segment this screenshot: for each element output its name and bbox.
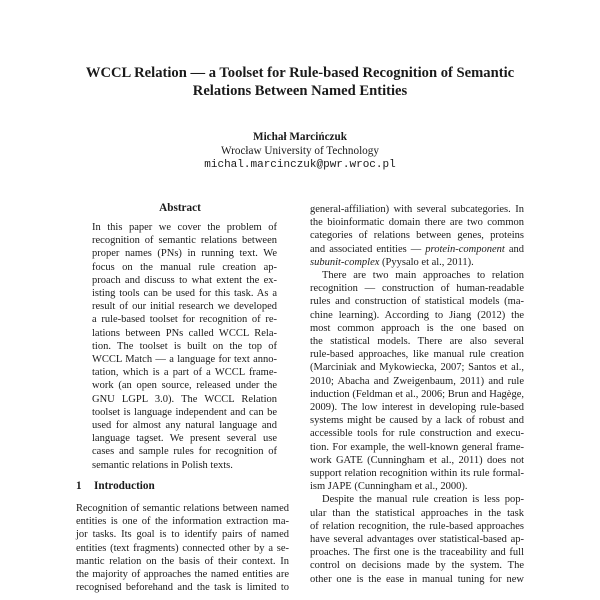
author-name: Michał Marcińczuk <box>253 131 347 143</box>
body-line: rules and construction of statistical models (ma- <box>310 296 524 308</box>
body-line: (Marciniak and Mykowiecka, 2007; Santos et al., <box>310 362 524 374</box>
abstract-heading: Abstract <box>159 202 201 214</box>
introduction-body <box>76 502 289 594</box>
right-column-body <box>310 203 524 586</box>
abstract-line: focus on the manual rule creation ap- <box>92 261 277 273</box>
intro-line: Recognition of semantic relations between named <box>76 503 289 514</box>
intro-line: recognised beforehand and the task is limited to <box>76 582 289 594</box>
author-email: michal.marcinczuk@pwr.wroc.pl <box>204 159 396 171</box>
body-line <box>310 256 524 269</box>
intro-line: entities is one of the information extraction ma- <box>76 516 289 528</box>
body-line: have several advantages over statistical-based ap- <box>310 534 524 546</box>
paper-title <box>40 64 560 100</box>
body-line <box>310 243 524 256</box>
abstract-line: cases and sample rules for recognition of <box>92 446 277 458</box>
abstract-line: used for almost any natural language and <box>92 420 277 432</box>
abstract-line: tation, which is a part of a WCCL frame- <box>92 367 277 379</box>
abstract-line: toolset is language independent and can be <box>92 406 277 418</box>
section-title: Introduction <box>94 480 155 492</box>
body-line: other one is the ease in manual tuning for new <box>310 573 524 585</box>
body-line: categories of relations between genes, proteins <box>310 230 524 242</box>
author-block <box>100 131 500 172</box>
intro-line: the majority of approaches the named entities are <box>76 569 289 581</box>
abstract-line: language tagset. We present several use <box>92 433 277 445</box>
text-span: and associated entities — <box>310 243 426 255</box>
body-line: There are two main approaches to relation <box>322 270 524 282</box>
paper-title-line-2: Relations Between Named Entities <box>192 83 408 99</box>
body-line: of relation recognition, the rule-based approaches <box>310 520 524 532</box>
body-line: accessible tools for rule construction and execu- <box>310 428 524 440</box>
emphasis-term: protein-component <box>425 243 505 255</box>
body-line: the bioinformatic domain there are two common <box>310 217 524 229</box>
abstract-line: work (an open source, released under the <box>92 380 277 392</box>
body-line: control on decisions made by the system. The <box>310 560 524 572</box>
intro-line: mantic relation on the basis of their context. In <box>76 555 289 567</box>
abstract-body <box>92 221 277 472</box>
body-line: rule-based approaches, like manual rule creation <box>310 349 524 361</box>
intro-line: jor tasks. Its goal is to identify pairs of named <box>76 529 289 541</box>
abstract-line: proach and discuss to what extent the ex- <box>92 274 277 286</box>
abstract-line: proper names (PNs) in running text. We <box>92 248 277 260</box>
section-heading-introduction <box>76 480 289 492</box>
body-line: support relation recognition within its rule formal- <box>310 468 524 480</box>
abstract-line: WCCL Match — a language for text anno- <box>92 354 277 366</box>
body-line: 2009). The low interest in developing rule-based <box>310 402 524 414</box>
intro-line: entities (text fragments) connected other by a se- <box>76 542 289 554</box>
abstract-line: a rule-based toolset for recognition of re- <box>92 314 277 326</box>
body-line: Despite the manual rule creation is less pop- <box>322 494 524 506</box>
body-line: work GATE (Cunningham et al., 2011) does not <box>310 454 524 466</box>
body-line: systems might be caused by a lack of robust and <box>310 415 524 427</box>
paper-title-line-1: WCCL Relation — a Toolset for Rule-based Recognition of Semantic <box>85 65 515 81</box>
author-affiliation: Wrocław University of Technology <box>221 145 379 157</box>
body-line: tion. For example, the well-known general frame- <box>310 441 524 453</box>
body-line: chine learning). According to Jiang (2012) the <box>310 309 524 321</box>
section-number: 1 <box>76 480 82 492</box>
body-line: recognition — construction of human-readable <box>310 283 524 295</box>
body-line: proaches. The first one is the traceability and full <box>310 547 524 559</box>
body-line: general-affiliation) with several subcategories. In <box>310 204 524 215</box>
emphasis-term: subunit-complex <box>310 256 380 268</box>
abstract-line: isting tools can be used for this task. As a <box>92 288 277 300</box>
body-line: the statistical models. There are also several <box>310 336 524 348</box>
citation: (Pyysalo et al., 2011). <box>379 256 474 268</box>
abstract-line: In this paper we cover the problem of <box>92 222 277 233</box>
abstract-line: semantic relations in Polish texts. <box>92 459 233 471</box>
text-span: and <box>504 243 524 255</box>
abstract-line: GNU LGPL 3.0). The WCCL Relation <box>92 393 277 405</box>
body-line: most common approach is the one based on <box>310 322 524 334</box>
abstract-line: tion. The toolset is built on the top of <box>92 340 277 352</box>
body-line: induction (Feldman et al., 2006; Brun and Hagège, <box>310 388 524 400</box>
body-line: ism JAPE (Cunningham et al., 2000). <box>310 481 468 493</box>
body-line: 2010; Abacha and Zweigenbaum, 2011) and rule <box>310 375 524 387</box>
abstract-line: result of our initial research we developed <box>92 301 277 313</box>
body-line: ular than the statistical approaches in the task <box>310 507 524 519</box>
abstract-line: recognition of semantic relations between <box>92 235 277 247</box>
abstract-line: lations between PNs called WCCL Rela- <box>92 327 277 339</box>
